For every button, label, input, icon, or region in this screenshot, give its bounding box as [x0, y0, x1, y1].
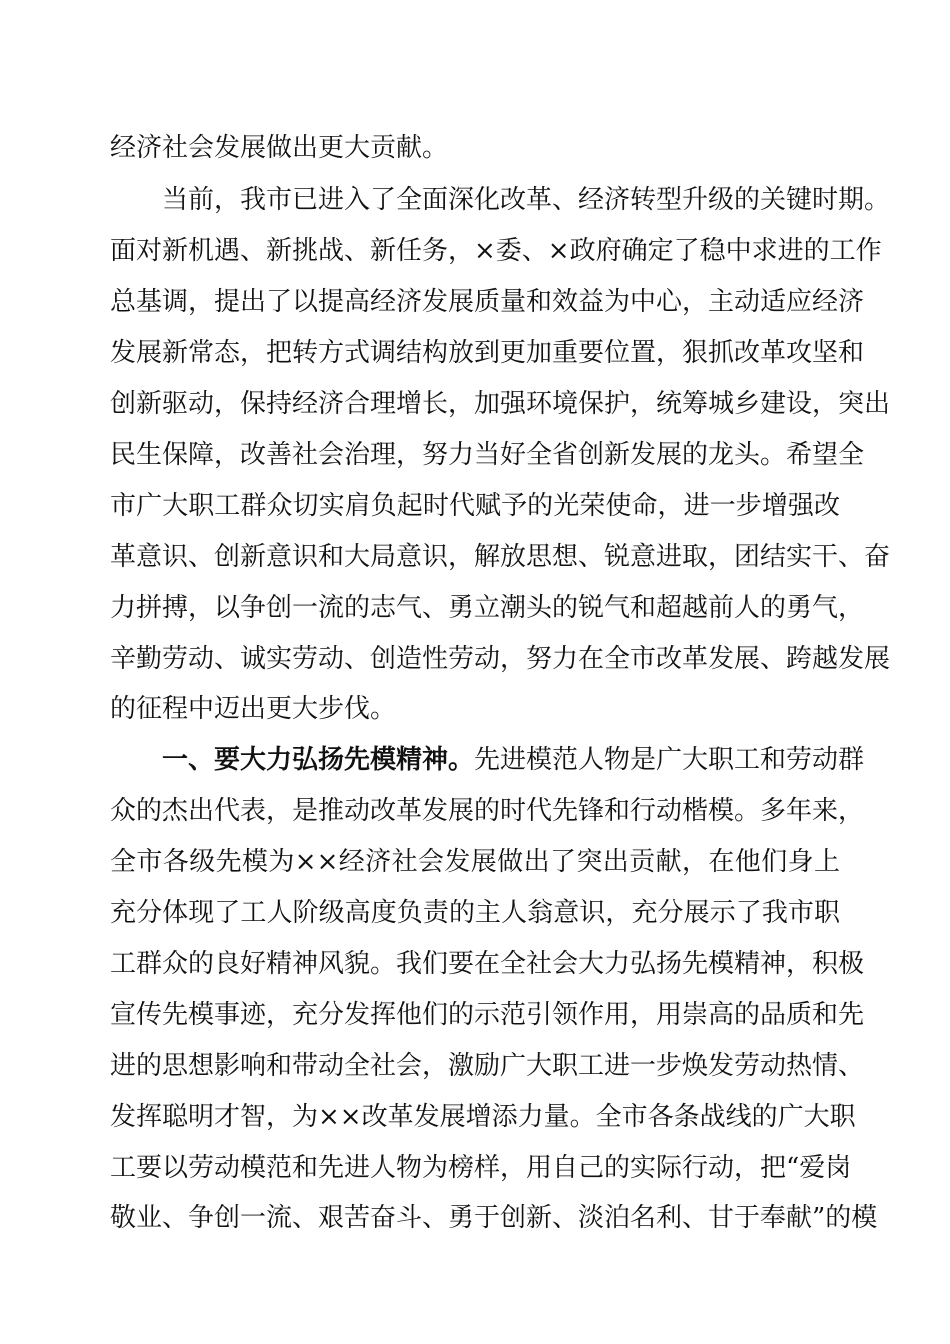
- paragraph-line: 全市各级先模为××经济社会发展做出了突出贡献，在他们身上: [110, 847, 840, 877]
- paragraph-line: 宣传先模事迹，充分发挥他们的示范引领作用，用崇高的品质和先: [110, 1000, 865, 1030]
- paragraph-line: 敬业、争创一流、艰苦奋斗、勇于创新、淡泊名利、甘于奉献”的模: [110, 1203, 878, 1233]
- paragraph-line: 发展新常态，把转方式调结构放到更加重要位置，狠抓改革攻坚和: [110, 338, 865, 368]
- paragraph-line: 辛勤劳动、诚实劳动、创造性劳动，努力在全市改革发展、跨越发展: [110, 644, 891, 674]
- paragraph-line: 市广大职工群众切实肩负起时代赋予的光荣使命，进一步增强改: [110, 491, 840, 521]
- paragraph-line: 工要以劳动模范和先进人物为榜样，用自己的实际行动，把“爱岗: [110, 1153, 852, 1183]
- paragraph-line: 力拼搏，以争创一流的志气、勇立潮头的锐气和超越前人的勇气，: [110, 593, 865, 623]
- paragraph-line: 工群众的良好精神风貌。我们要在全社会大力弘扬先模精神，积极: [110, 949, 865, 979]
- paragraph-text: 先进模范人物是广大职工和劳动群: [474, 745, 865, 775]
- paragraph-line: 发挥聪明才智，为××改革发展增添力量。全市各条战线的广大职: [110, 1102, 856, 1132]
- paragraph-line: 经济社会发展做出更大贡献。: [110, 133, 449, 163]
- paragraph-line: 众的杰出代表，是推动改革发展的时代先锋和行动楷模。多年来，: [110, 796, 865, 826]
- section-heading: 一、要大力弘扬先模精神。: [162, 745, 475, 775]
- paragraph-line: 面对新机遇、新挑战、新任务，×委、×政府确定了稳中求进的工作: [110, 236, 882, 266]
- paragraph-line: 的征程中迈出更大步伐。: [110, 694, 397, 724]
- paragraph-line: 进的思想影响和带动全社会，激励广大职工进一步焕发劳动热情、: [110, 1051, 865, 1081]
- paragraph-line: 革意识、创新意识和大局意识，解放思想、锐意进取，团结实干、奋: [110, 542, 891, 572]
- paragraph-line: 总基调，提出了以提高经济发展质量和效益为中心，主动适应经济: [110, 287, 865, 317]
- paragraph-line: 充分体现了工人阶级高度负责的主人翁意识，充分展示了我市职: [110, 898, 840, 928]
- heading-paragraph-line: [162, 740, 865, 780]
- paragraph-line: 创新驱动，保持经济合理增长，加强环境保护，统筹城乡建设，突出: [110, 389, 891, 419]
- paragraph-line: 民生保障，改善社会治理，努力当好全省创新发展的龙头。希望全: [110, 440, 865, 470]
- paragraph-line: 当前，我市已进入了全面深化改革、经济转型升级的关键时期。: [162, 185, 891, 215]
